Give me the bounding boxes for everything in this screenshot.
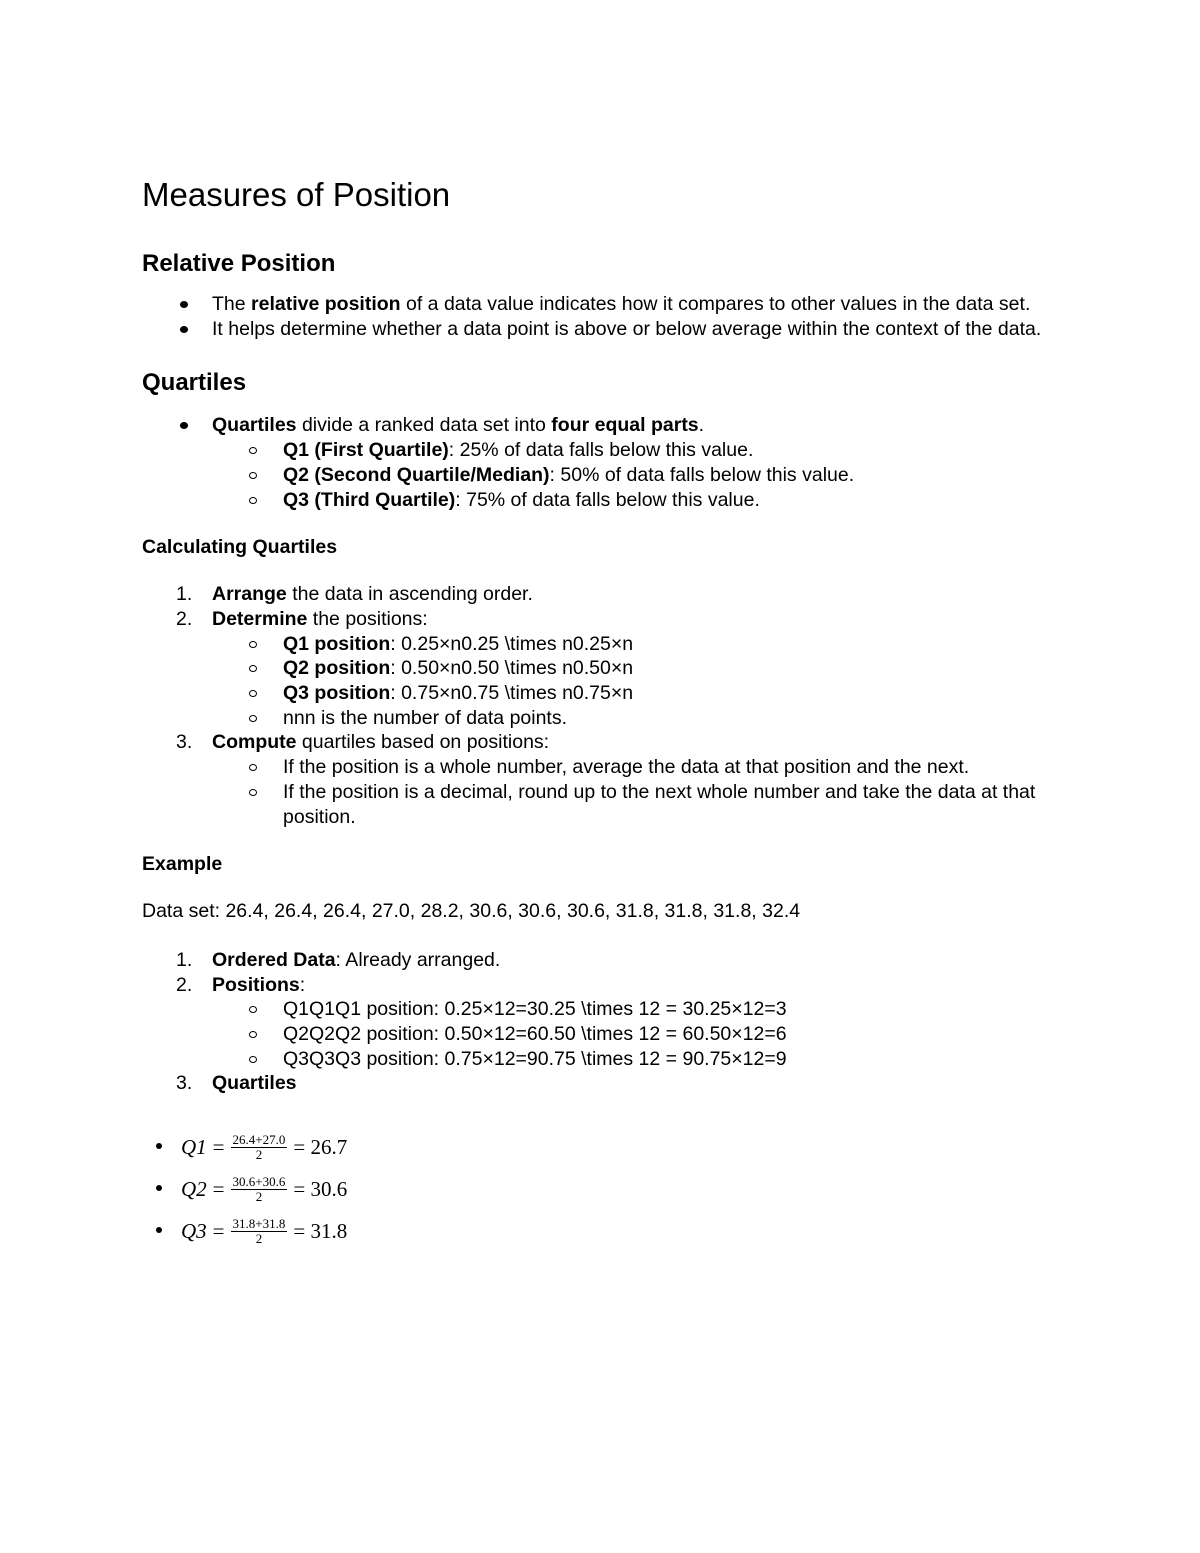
result-row-q3: Q3 = $\frac{31.8+31.8}{2}$ = 31.8 — [142, 1210, 1062, 1252]
list-item: 1. Ordered Data: Already arranged. — [176, 948, 501, 971]
section-heading-relative-position: Relative Position — [142, 250, 336, 277]
fraction: $\frac{26.4+27.0}{2}$ — [232, 1131, 286, 1162]
result-row-q2: Q2 = $\frac{30.6+30.6}{2}$ = 30.6 — [142, 1168, 1062, 1210]
list-item: Q2Q2Q2 position: 0.50×12=60.50 \times 12 = 60.50×12=6 — [212, 1022, 1062, 1047]
positions-list — [212, 632, 1062, 731]
list-item: 1. Arrange the data in ascending order. — [176, 583, 533, 606]
fraction: $\frac{30.6+30.6}{2}$ — [232, 1173, 286, 1204]
calculating-steps-list-continued — [142, 730, 1062, 755]
example-steps-list — [142, 948, 1062, 997]
example-positions-list — [212, 997, 1062, 1071]
list-item: nnn is the number of data points. — [212, 706, 1062, 731]
list-item: Q2 position: 0.50×n0.50 \times n0.50×n — [212, 656, 1062, 681]
data-set-line: Data set: 26.4, 26.4, 26.4, 27.0, 28.2, 30.6, 30.6, 30.6, 31.8, 31.8, 31.8, 32.4 — [142, 900, 801, 923]
list-item: The relative position of a data value indicates how it compares to other values in the data set. — [142, 292, 1062, 317]
quartile-definitions-list — [212, 438, 1062, 512]
bullet-icon — [156, 1185, 162, 1191]
list-item: If the position is a decimal, round up to the next whole number and take the data at that position. — [212, 780, 1062, 829]
quartile-results — [142, 1126, 1062, 1252]
document-page — [142, 172, 1062, 1252]
list-item: If the position is a whole number, average the data at that position and the next. — [212, 755, 1062, 780]
relative-position-list — [142, 292, 1062, 341]
list-item: Q1 (First Quartile): 25% of data falls below this value. — [212, 438, 1062, 463]
calculating-steps-list — [142, 582, 1062, 631]
list-item: Q3Q3Q3 position: 0.75×12=90.75 \times 12 = 90.75×12=9 — [212, 1047, 1062, 1072]
list-item: 3. Quartiles — [176, 1072, 297, 1095]
section-heading-example: Example — [142, 853, 223, 876]
section-heading-calculating-quartiles: Calculating Quartiles — [142, 536, 338, 559]
bullet-icon — [156, 1227, 162, 1233]
list-item: Q3 (Third Quartile): 75% of data falls below this value. — [212, 488, 1062, 513]
list-item: Quartiles divide a ranked data set into four equal parts. — [142, 413, 1062, 438]
example-steps-list-continued — [142, 1071, 1062, 1096]
page-title: Measures of Position — [142, 176, 451, 213]
list-item: Q1 position: 0.25×n0.25 \times n0.25×n — [212, 632, 1062, 657]
list-item: 2. Positions: — [176, 973, 306, 996]
quartiles-list — [142, 413, 1062, 438]
list-item: 2. Determine the positions: — [176, 607, 428, 630]
fraction: $\frac{31.8+31.8}{2}$ — [232, 1215, 286, 1246]
list-item: It helps determine whether a data point is above or below average within the context of the data. — [142, 317, 1062, 342]
list-item: Q3 position: 0.75×n0.75 \times n0.75×n — [212, 681, 1062, 706]
bullet-icon — [156, 1143, 162, 1149]
section-heading-quartiles: Quartiles — [142, 369, 247, 397]
list-item: 3. Compute quartiles based on positions: — [176, 731, 550, 754]
list-item: Q1Q1Q1 position: 0.25×12=30.25 \times 12 = 30.25×12=3 — [212, 997, 1062, 1022]
list-item: Q2 (Second Quartile/Median): 50% of data falls below this value. — [212, 463, 1062, 488]
compute-rules-list — [212, 755, 1062, 829]
result-row-q1: Q1 = $\frac{26.4+27.0}{2}$ = 26.7 — [142, 1126, 1062, 1168]
